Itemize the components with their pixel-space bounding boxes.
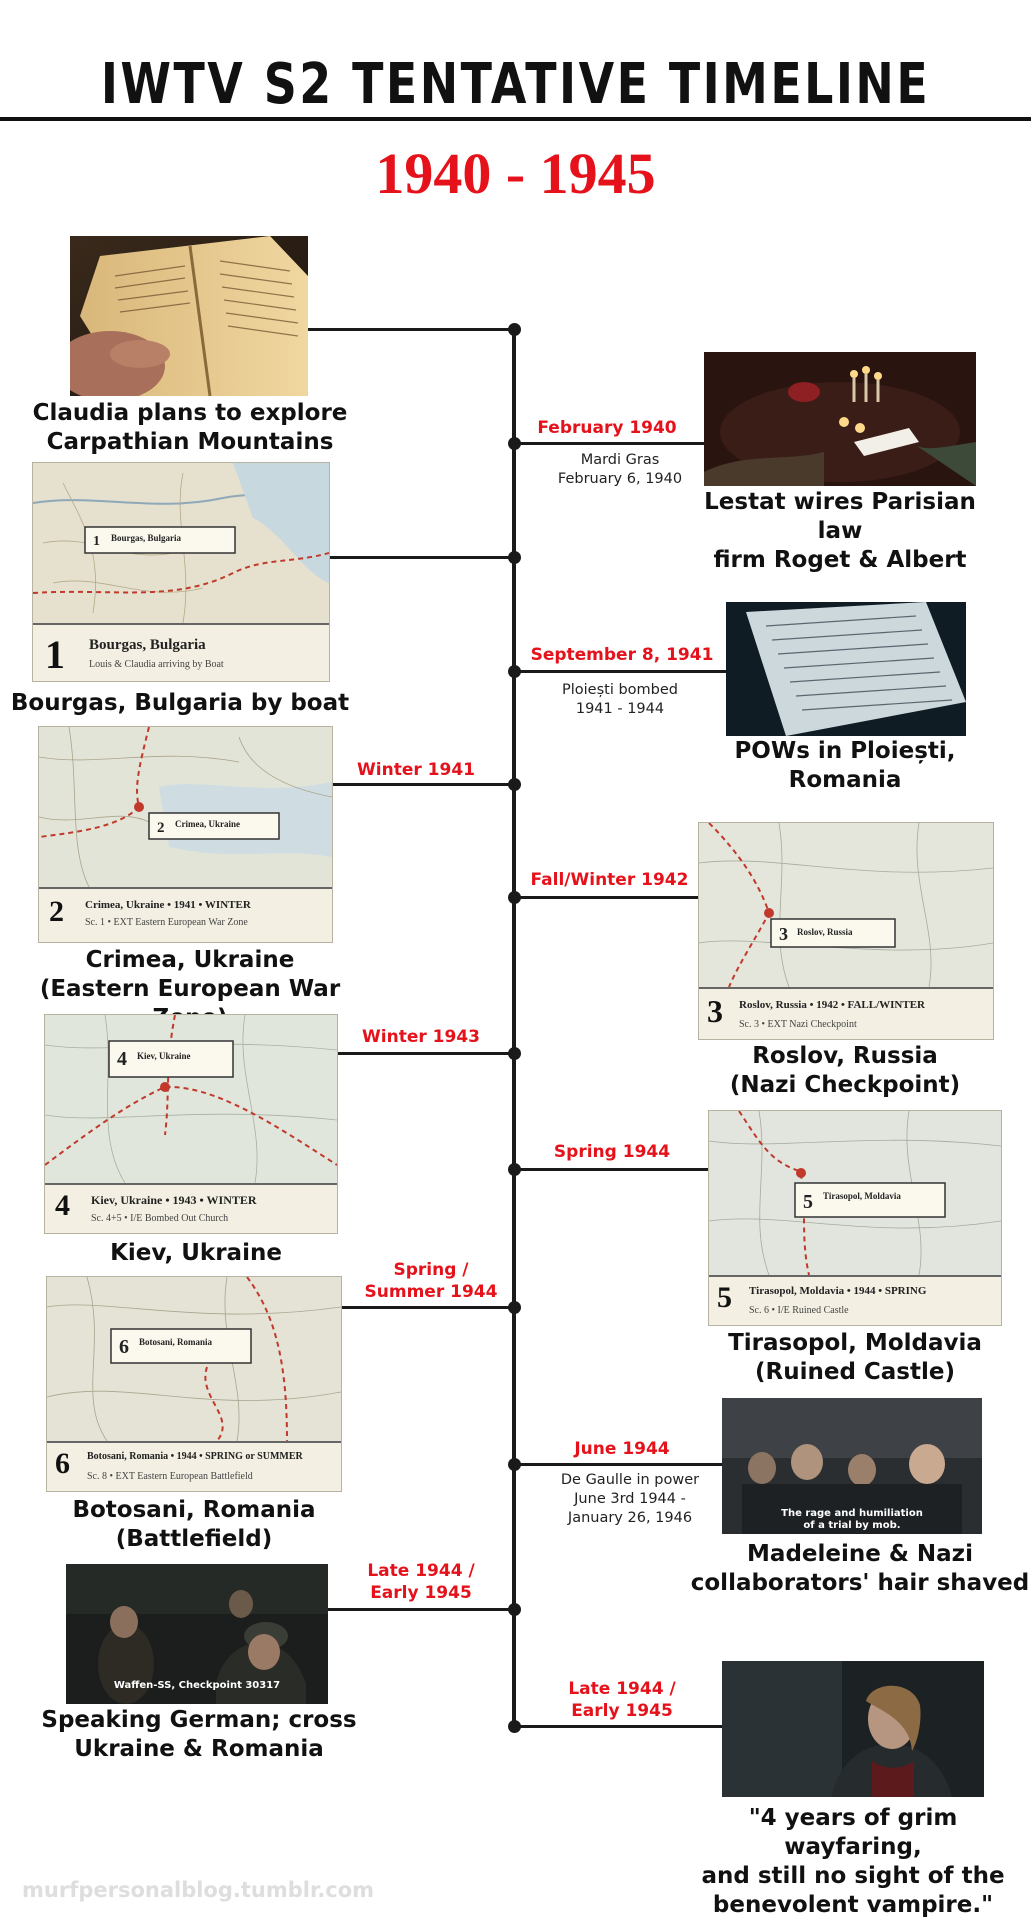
connector-line — [340, 1306, 514, 1309]
photo-subtitle: The rage and humiliation of a trial by mob. — [781, 1508, 923, 1531]
map-number: 1 — [45, 632, 65, 677]
event-caption: Lestat wires Parisian law firm Roget & Albert — [704, 489, 976, 573]
map-subtitle: Sc. 8 • EXT Eastern European Battlefield — [87, 1471, 253, 1482]
event-date: Winter 1943 — [362, 1027, 480, 1047]
map-title: Kiev, Ukraine • 1943 • WINTER — [91, 1193, 257, 1207]
event-caption: Madeleine & Nazi collaborators' hair shaved — [690, 1541, 1030, 1596]
connector-line — [308, 328, 514, 331]
map-number: 6 — [55, 1447, 70, 1480]
svg-text:Kiev, Ukraine: Kiev, Ukraine — [137, 1051, 191, 1061]
timeline-node — [508, 323, 521, 336]
timeline-spine — [512, 329, 516, 1727]
vampire-photo — [722, 1661, 984, 1797]
event-date: February 1940 — [537, 418, 677, 438]
event-date: Winter 1941 — [357, 760, 475, 780]
diary-photo — [70, 236, 308, 396]
page-title: IWTV S2 TENTATIVE TIMELINE — [100, 52, 931, 117]
connector-line — [514, 442, 704, 445]
svg-text:Roslov, Russia: Roslov, Russia — [797, 927, 853, 937]
event-caption: Bourgas, Bulgaria by boat — [10, 690, 350, 716]
svg-text:2: 2 — [157, 820, 165, 836]
watermark: murfpersonalblog.tumblr.com — [22, 1878, 375, 1902]
event-date: Late 1944 / Early 1945 — [367, 1561, 475, 1603]
connector-line — [328, 1608, 514, 1611]
connector-line — [336, 1052, 514, 1055]
timeline-node — [508, 1720, 521, 1733]
timeline-node — [508, 1603, 521, 1616]
map-title: Crimea, Ukraine • 1941 • WINTER — [85, 899, 251, 911]
connector-line — [514, 670, 726, 673]
svg-text:Botosani, Romania: Botosani, Romania — [139, 1337, 213, 1347]
candles-photo — [704, 352, 976, 486]
svg-text:5: 5 — [803, 1191, 813, 1213]
connector-line — [331, 783, 514, 786]
year-range: 1940 - 1945 — [375, 141, 656, 206]
timeline-node — [508, 778, 521, 791]
map-tirasopol — [708, 1110, 1002, 1326]
title-divider — [0, 117, 1031, 121]
svg-text:Bourgas, Bulgaria: Bourgas, Bulgaria — [111, 533, 182, 543]
connector-line — [514, 1168, 708, 1171]
event-caption: Claudia plans to explore Carpathian Mountains — [32, 400, 348, 455]
connector-line — [514, 1725, 722, 1728]
checkpoint-photo — [66, 1564, 328, 1704]
map-title: Bourgas, Bulgaria — [89, 637, 206, 653]
map-subtitle: Sc. 3 • EXT Nazi Checkpoint — [739, 1019, 857, 1030]
event-caption: Roslov, Russia (Nazi Checkpoint) — [729, 1043, 961, 1098]
event-note: De Gaulle in power June 3rd 1944 - January 26, 1946 — [560, 1472, 700, 1526]
event-caption: Crimea, Ukraine (Eastern European War — [39, 947, 341, 1002]
map-kiev — [44, 1014, 338, 1234]
map-title: Tirasopol, Moldavia • 1944 • SPRING — [749, 1285, 927, 1297]
timeline-node — [508, 1047, 521, 1060]
svg-text:4: 4 — [117, 1048, 127, 1070]
event-note: Mardi Gras February 6, 1940 — [557, 452, 683, 487]
event-date: June 1944 — [574, 1439, 670, 1459]
event-date: September 8, 1941 — [530, 645, 714, 665]
map-bourgas — [32, 462, 330, 682]
connector-line — [514, 896, 698, 899]
connector-line — [328, 556, 514, 559]
map-title: Botosani, Romania • 1944 • SPRING or SUMMER — [87, 1451, 303, 1462]
letter-photo — [726, 602, 966, 736]
svg-text:Crimea, Ukraine: Crimea, Ukraine — [175, 819, 240, 829]
event-caption: POWs in Ploiești, Romania — [734, 738, 956, 793]
svg-text:Tirasopol, Moldavia: Tirasopol, Moldavia — [823, 1191, 901, 1201]
event-date: Fall/Winter 1942 — [530, 870, 689, 890]
timeline-node — [508, 665, 521, 678]
map-roslov — [698, 822, 994, 1040]
map-number: 2 — [49, 895, 64, 928]
map-number: 4 — [55, 1189, 70, 1222]
event-caption: Speaking German; cross Ukraine & Romania — [41, 1707, 357, 1762]
event-caption: Tirasopol, Moldavia (Ruined Castle) — [728, 1330, 982, 1385]
event-date: Late 1944 / Early 1945 — [568, 1679, 676, 1721]
timeline-node — [508, 1163, 521, 1176]
map-subtitle: Sc. 6 • I/E Ruined Castle — [749, 1305, 849, 1316]
timeline-node — [508, 551, 521, 564]
map-number: 5 — [717, 1281, 732, 1314]
map-botosani — [46, 1276, 342, 1492]
event-caption: Kiev, Ukraine — [110, 1240, 282, 1266]
timeline-node — [508, 1301, 521, 1314]
connector-line — [514, 1463, 722, 1466]
event-date: Spring 1944 — [553, 1142, 671, 1162]
event-note: Ploiești bombed 1941 - 1944 — [562, 682, 678, 717]
map-number: 3 — [707, 993, 723, 1029]
event-caption: "4 years of grim wayfaring, and still no sight of the benevolent vampire." — [701, 1805, 1005, 1918]
timeline-node — [508, 1458, 521, 1471]
event-date: Spring / Summer 1944 — [364, 1260, 498, 1302]
map-subtitle: Sc. 1 • EXT Eastern European War Zone — [85, 917, 248, 928]
timeline-node — [508, 891, 521, 904]
map-crimea — [38, 726, 333, 943]
map-subtitle: Sc. 4+5 • I/E Bombed Out Church — [91, 1213, 229, 1224]
photo-subtitle: Waffen-SS, Checkpoint 30317 — [113, 1680, 281, 1691]
map-title: Roslov, Russia • 1942 • FALL/WINTER — [739, 999, 925, 1011]
crowd-photo — [722, 1398, 982, 1534]
timeline-node — [508, 437, 521, 450]
svg-text:3: 3 — [779, 924, 788, 944]
map-subtitle: Louis & Claudia arriving by Boat — [89, 659, 224, 670]
event-caption: Botosani, Romania (Battlefield) — [72, 1497, 316, 1552]
svg-text:6: 6 — [119, 1336, 129, 1358]
svg-text:1: 1 — [93, 534, 100, 549]
